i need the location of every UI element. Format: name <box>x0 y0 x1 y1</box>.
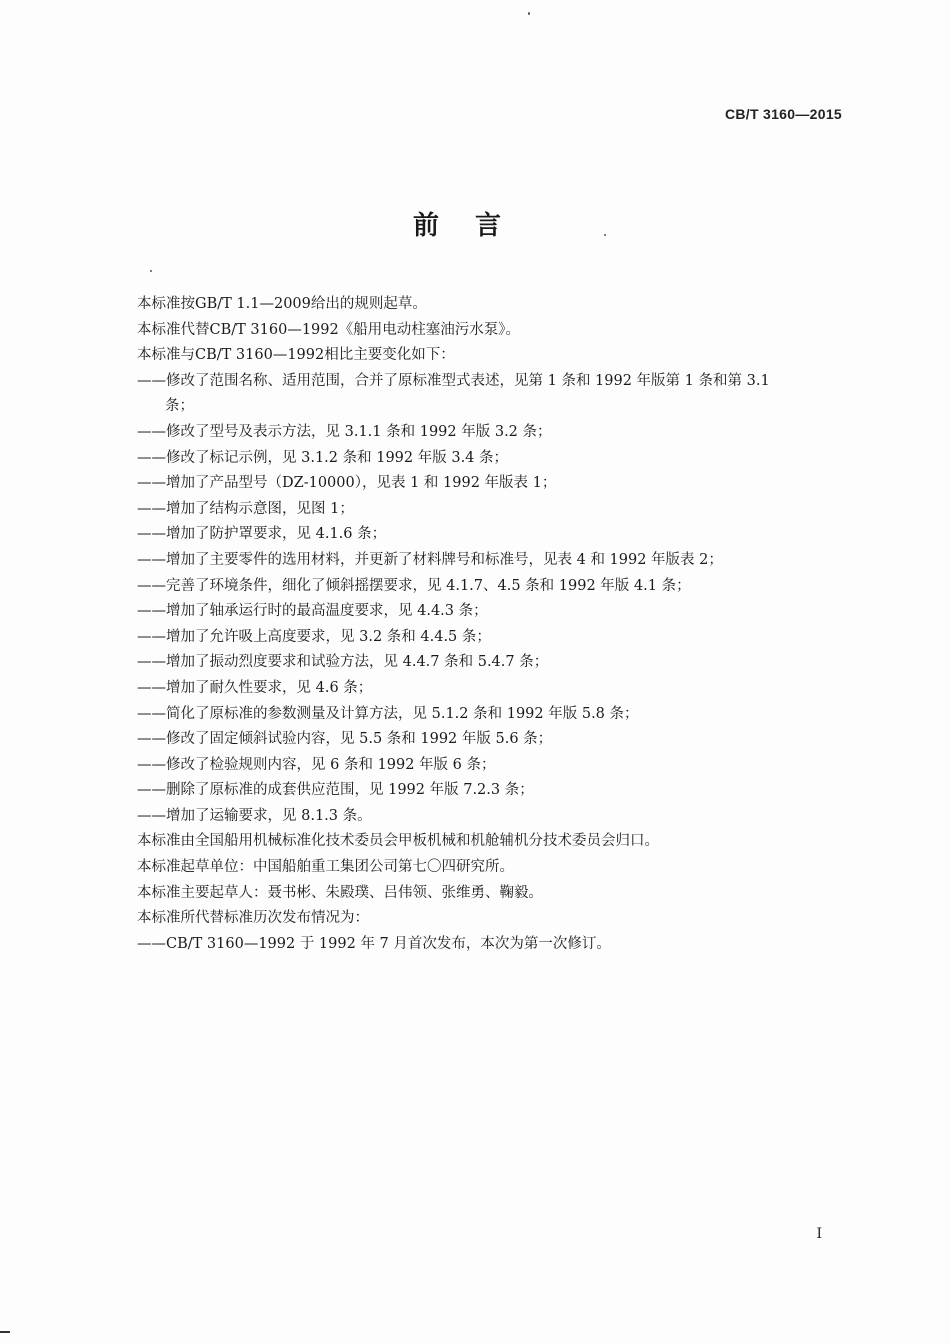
drafting-rule-paragraph: 本标准按GB/T 1.1—2009给出的规则起草。 <box>137 296 427 312</box>
scan-speck <box>528 12 530 15</box>
list-item <box>137 522 852 548</box>
list-item-text: ——修改了标记示例，见 3.1.2 条和 1992 年版 3.4 条； <box>137 449 509 466</box>
list-item <box>137 702 852 728</box>
list-item <box>137 548 852 574</box>
list-item-text: ——增加了产品型号（DZ-10000），见表 1 和 1992 年版表 1； <box>137 475 557 492</box>
list-item <box>137 446 852 472</box>
scan-speck <box>150 270 152 272</box>
list-item <box>137 727 852 753</box>
changes-list <box>137 369 852 830</box>
list-item <box>137 599 852 625</box>
list-item-text: ——修改了固定倾斜试验内容，见 5.5 条和 1992 年版 5.6 条； <box>137 731 553 748</box>
page-number: I <box>816 1226 822 1242</box>
list-item-text: ——增加了轴承运行时的最高温度要求，见 4.4.3 条； <box>137 603 488 620</box>
drafters-paragraph: 本标准主要起草人：聂书彬、朱殿璞、吕伟领、张维勇、鞠毅。 <box>137 884 543 901</box>
list-item-text: ——完善了环境条件，细化了倾斜摇摆要求，见 4.1.7、4.5 条和 1992 年版 4.1 条； <box>137 577 691 594</box>
list-item <box>137 650 852 676</box>
list-item-text: ——简化了原标准的参数测量及计算方法，见 5.1.2 条和 1992 年版 5.8 条； <box>137 705 639 722</box>
list-item-text: ——增加了结构示意图，见图 1； <box>137 500 354 517</box>
list-item <box>137 497 852 523</box>
list-item-text: ——增加了耐久性要求，见 4.6 条； <box>137 679 373 696</box>
list-item-text: ——增加了允许吸上高度要求，见 3.2 条和 4.4.5 条； <box>137 628 491 645</box>
list-item <box>137 471 852 497</box>
list-item <box>137 778 852 804</box>
history-intro-paragraph: 本标准所代替标准历次发布情况为： <box>137 910 369 927</box>
standard-code: CB/T 3160—2015 <box>724 106 842 122</box>
list-item <box>137 369 852 420</box>
committee-paragraph: 本标准由全国船用机械标准化技术委员会甲板机械和机舱辅机分技术委员会归口。 <box>137 833 659 850</box>
list-item <box>137 804 852 830</box>
replacement-paragraph: 本标准代替CB/T 3160—1992《船用电动柱塞油污水泵》。 <box>137 321 520 338</box>
list-item-text: ——修改了检验规则内容，见 6 条和 1992 年版 6 条； <box>137 756 496 773</box>
history-item: ——CB/T 3160—1992 于 1992 年 7 月首次发布，本次为第一次修订。 <box>137 935 611 952</box>
list-item-continuation: 条； <box>165 398 194 415</box>
page-title: 前言 <box>412 211 537 241</box>
list-item-text: ——修改了范围名称、适用范围，合并了原标准型式表述，见第 1 条和 1992 年版第 1 条和第 3.1 <box>137 372 770 389</box>
list-item <box>137 625 852 651</box>
list-item-text: ——增加了振动烈度要求和试验方法，见 4.4.7 条和 5.4.7 条； <box>137 654 549 671</box>
list-item-text: ——增加了运输要求，见 8.1.3 条。 <box>137 807 372 824</box>
scan-speck <box>604 234 606 236</box>
changes-intro-paragraph: 本标准与CB/T 3160—1992相比主要变化如下： <box>137 347 455 364</box>
foreword-body <box>137 292 852 957</box>
list-item-text: ——修改了型号及表示方法，见 3.1.1 条和 1992 年版 3.2 条； <box>137 423 552 440</box>
list-item-text: ——删除了原标准的成套供应范围，见 1992 年版 7.2.3 条； <box>137 782 534 799</box>
scan-edge-mark <box>0 1331 10 1333</box>
list-item <box>137 420 852 446</box>
list-item <box>137 676 852 702</box>
list-item <box>137 574 852 600</box>
list-item-text: ——增加了防护罩要求，见 4.1.6 条； <box>137 526 387 543</box>
list-item <box>137 753 852 779</box>
list-item-text: ——增加了主要零件的选用材料，并更新了材料牌号和标准号，见表 4 和 1992 年版表 2； <box>137 551 723 568</box>
drafting-unit-paragraph: 本标准起草单位：中国船舶重工集团公司第七〇四研究所。 <box>137 859 514 876</box>
